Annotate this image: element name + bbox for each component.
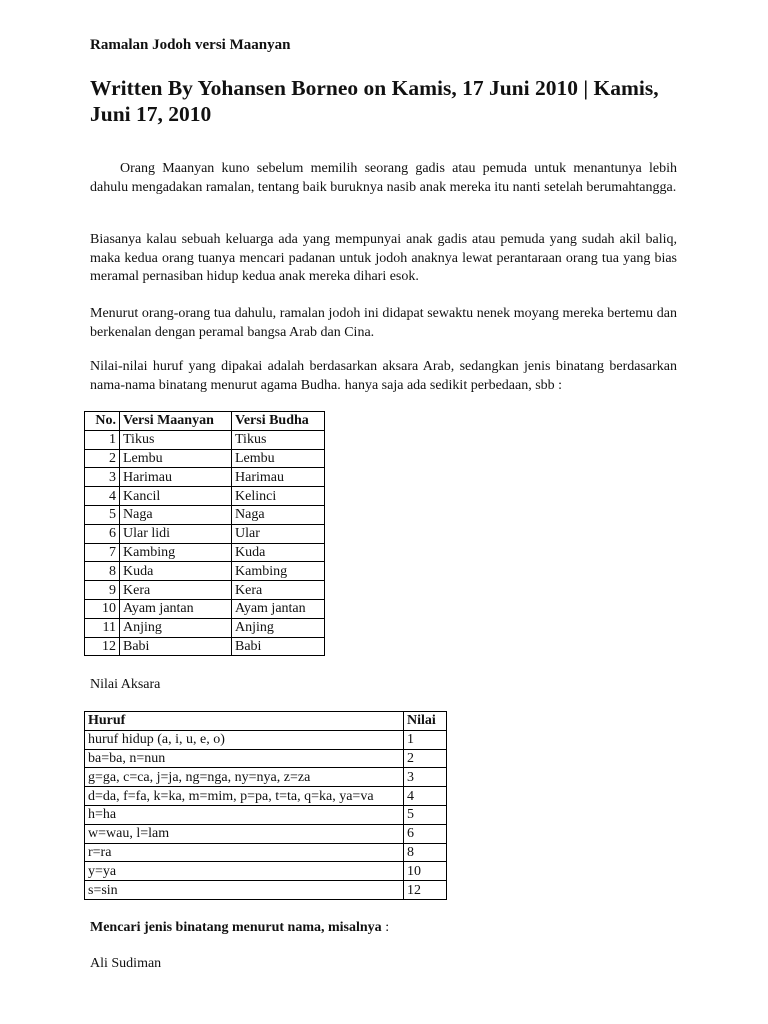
cell-versi-maanyan: Tikus <box>120 430 232 449</box>
cell-no: 11 <box>85 618 120 637</box>
table-row <box>85 730 447 749</box>
find-animal-heading <box>90 920 389 936</box>
example-name: Ali Sudiman <box>90 956 162 971</box>
table-header-row <box>85 412 325 431</box>
cell-no: 1 <box>85 430 120 449</box>
cell-versi-budha: Kelinci <box>232 487 325 506</box>
cell-no: 2 <box>85 449 120 468</box>
cell-huruf: r=ra <box>85 843 404 862</box>
cell-versi-budha: Harimau <box>232 468 325 487</box>
cell-versi-budha: Ular <box>232 524 325 543</box>
cell-versi-budha: Tikus <box>232 430 325 449</box>
cell-no: 3 <box>85 468 120 487</box>
table-row <box>85 749 447 768</box>
table-row <box>85 768 447 787</box>
table-header-row <box>85 712 447 731</box>
nilai-aksara-label: Nilai Aksara <box>90 677 161 692</box>
cell-nilai: 8 <box>404 843 447 862</box>
cell-huruf: y=ya <box>85 862 404 881</box>
table-row <box>85 581 325 600</box>
cell-versi-budha: Babi <box>232 637 325 656</box>
cell-huruf: g=ga, c=ca, j=ja, ng=nga, ny=nya, z=za <box>85 768 404 787</box>
cell-no: 5 <box>85 505 120 524</box>
paragraph-letter-values-part2: hanya saja ada sedikit perbedaan, sbb : <box>344 377 563 393</box>
table-row <box>85 805 447 824</box>
cell-versi-budha: Ayam jantan <box>232 599 325 618</box>
table-row <box>85 599 325 618</box>
table-row <box>85 543 325 562</box>
letter-table-body <box>85 730 447 899</box>
table-row <box>85 787 447 806</box>
table-row <box>85 524 325 543</box>
column-header-no: No. <box>85 412 120 431</box>
cell-nilai: 5 <box>404 805 447 824</box>
table-row <box>85 862 447 881</box>
cell-versi-maanyan: Ayam jantan <box>120 599 232 618</box>
cell-no: 10 <box>85 599 120 618</box>
cell-versi-maanyan: Kancil <box>120 487 232 506</box>
cell-no: 9 <box>85 581 120 600</box>
table-row <box>85 468 325 487</box>
column-header-versi-budha: Versi Budha <box>232 412 325 431</box>
cell-huruf: huruf hidup (a, i, u, e, o) <box>85 730 404 749</box>
paragraph-custom: Biasanya kalau sebuah keluarga ada yang mempunyai anak gadis atau pemuda yang sudah akil baliq, maka kedua orang tuanya mencari padanan untuk jodoh anaknya lewat perantaraan orang tua yang bias meramal pernasiban hidup kedua anak mereka dihari esok. <box>90 232 677 284</box>
column-header-huruf: Huruf <box>85 712 404 731</box>
paragraph-letter-values-part1: Nilai-nilai huruf yang dipakai adalah berdasarkan aksara Arab, sedangkan jenis binatang berdasarkan nama-nama binatang menurut agama Budha. <box>90 359 677 393</box>
column-header-nilai: Nilai <box>404 712 447 731</box>
table-row <box>85 843 447 862</box>
find-animal-heading-bold: Mencari jenis binatang menurut nama, misalnya <box>90 920 382 935</box>
cell-nilai: 3 <box>404 768 447 787</box>
find-animal-heading-suffix: : <box>381 920 390 935</box>
cell-versi-budha: Kuda <box>232 543 325 562</box>
column-header-versi-maanyan: Versi Maanyan <box>120 412 232 431</box>
cell-no: 4 <box>85 487 120 506</box>
cell-huruf: d=da, f=fa, k=ka, m=mim, p=pa, t=ta, q=ka, ya=va <box>85 787 404 806</box>
cell-huruf: h=ha <box>85 805 404 824</box>
cell-no: 8 <box>85 562 120 581</box>
cell-versi-maanyan: Lembu <box>120 449 232 468</box>
cell-no: 12 <box>85 637 120 656</box>
cell-versi-maanyan: Babi <box>120 637 232 656</box>
table-row <box>85 824 447 843</box>
cell-huruf: w=wau, l=lam <box>85 824 404 843</box>
article-heading: Written By Yohansen Borneo on Kamis, 17 Juni 2010 | Kamis, Juni 17, 2010 <box>90 76 659 126</box>
document-title: Ramalan Jodoh versi Maanyan <box>90 37 291 53</box>
cell-versi-budha: Kambing <box>232 562 325 581</box>
cell-versi-budha: Anjing <box>232 618 325 637</box>
cell-no: 7 <box>85 543 120 562</box>
animal-table <box>84 411 325 656</box>
cell-versi-budha: Kera <box>232 581 325 600</box>
cell-nilai: 1 <box>404 730 447 749</box>
cell-no: 6 <box>85 524 120 543</box>
cell-versi-budha: Naga <box>232 505 325 524</box>
cell-versi-budha: Lembu <box>232 449 325 468</box>
paragraph-origin: Menurut orang-orang tua dahulu, ramalan jodoh ini didapat sewaktu nenek moyang mereka bertemu dan berkenalan dengan peramal bangsa Arab dan Cina. <box>90 306 677 340</box>
cell-nilai: 4 <box>404 787 447 806</box>
cell-versi-maanyan: Kuda <box>120 562 232 581</box>
cell-versi-maanyan: Harimau <box>120 468 232 487</box>
cell-versi-maanyan: Naga <box>120 505 232 524</box>
paragraph-letter-values <box>90 358 677 395</box>
table-row <box>85 637 325 656</box>
cell-nilai: 2 <box>404 749 447 768</box>
table-row <box>85 505 325 524</box>
cell-versi-maanyan: Anjing <box>120 618 232 637</box>
cell-versi-maanyan: Kambing <box>120 543 232 562</box>
cell-versi-maanyan: Kera <box>120 581 232 600</box>
cell-huruf: s=sin <box>85 881 404 900</box>
table-row <box>85 487 325 506</box>
cell-nilai: 10 <box>404 862 447 881</box>
cell-huruf: ba=ba, n=nun <box>85 749 404 768</box>
paragraph-intro: Orang Maanyan kuno sebelum memilih seorang gadis atau pemuda untuk menantunya lebih dahulu mengadakan ramalan, tentang baik buruknya nasib anak mereka itu nanti setelah berumahtangga. <box>90 161 677 195</box>
cell-nilai: 12 <box>404 881 447 900</box>
table-row <box>85 449 325 468</box>
animal-table-body <box>85 430 325 656</box>
letter-value-table <box>84 711 447 900</box>
cell-versi-maanyan: Ular lidi <box>120 524 232 543</box>
table-row <box>85 881 447 900</box>
table-row <box>85 618 325 637</box>
cell-nilai: 6 <box>404 824 447 843</box>
table-row <box>85 430 325 449</box>
table-row <box>85 562 325 581</box>
